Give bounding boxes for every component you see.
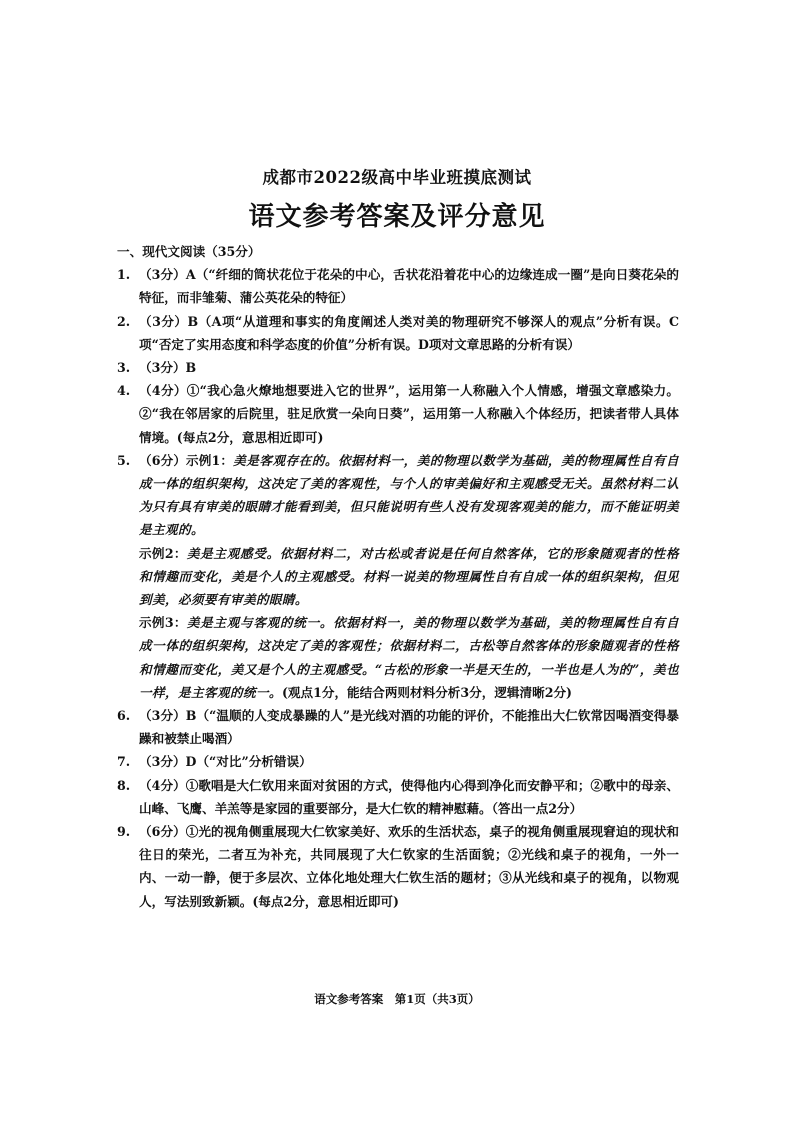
example-2 xyxy=(139,542,679,612)
example-text: 美是主观感受。依据材料二，对古松或者说是任何自然客体，它的形象随观者的性格和情趣而变化，美是个人的主观感受。材料一说美的物理属性自有自成一体的组织架构，但见到美，必须要有审美的眼睛。 xyxy=(139,545,679,608)
score-prefix: （6分） xyxy=(139,452,187,468)
answer-text: （6分）①光的视角侧重展现大仁钦家美好、欢乐的生活状态，桌子的视角侧重展现窘迫的现状和往日的荣光，二者互为补充，共同展现了大仁钦家的生活面貌；②光线和桌子的视角，一外一内、一动一静，便于多层次、立体化地处理大仁钦生活的题材；③从光线和桌子的视角，以物观人，写法别致新颖。(每点2分，意思相近即可) xyxy=(139,824,679,909)
question-number: 3. xyxy=(117,360,131,376)
answer-item-3 xyxy=(117,356,679,379)
answer-text: （4分）①“我心急火燎地想要进入它的世界”，运用第一人称融入个人情感，增强文章感染力。②“我在邻居家的后院里，驻足欣赏一朵向日葵”，运用第一人称融入个体经历，把读者带人具体情境。(每点2分，意思相近即可) xyxy=(139,383,679,445)
answer-item-2 xyxy=(117,310,679,356)
scoring-note: (观点1分，能结合两则材料分析3分，逻辑清晰2分) xyxy=(281,684,573,700)
question-number: 2. xyxy=(117,313,131,329)
question-number: 6. xyxy=(117,708,131,724)
page-footer: 语文参考答案 第1页（共3页） xyxy=(314,992,480,1006)
answer-item-8 xyxy=(117,774,679,820)
answer-text: （3分）A（“纤细的筒状花位于花朵的中心，舌状花沿着花中心的边缘连成一圈”是向日葵花朵的特征，而非雏菊、蒲公英花朵的特征） xyxy=(139,267,679,306)
answer-text: （3分）B xyxy=(139,360,197,376)
answer-body xyxy=(117,240,679,913)
exam-title: 成都市2022级高中毕业班摸底测试 xyxy=(262,168,532,187)
answer-text: （3分）D（“对比”分析错误） xyxy=(139,754,312,770)
answer-item-6 xyxy=(117,704,679,750)
example-label: 示例3： xyxy=(139,615,187,631)
example-3 xyxy=(139,611,679,704)
example-label: 示例2： xyxy=(139,545,187,561)
answer-item-1 xyxy=(117,263,679,309)
question-number: 7. xyxy=(117,754,131,770)
example-1 xyxy=(139,449,679,542)
question-number: 4. xyxy=(117,383,131,399)
answer-text: （3分）B（A项“从道理和事实的角度阐述人类对美的物理研究不够深人的观点”分析有误。C项“否定了实用态度和科学态度的价值”分析有误。D项对文章思路的分析有误） xyxy=(139,313,679,352)
section-heading: 一、现代文阅读（35分） xyxy=(117,244,261,259)
answer-text: （4分）①歌唱是大仁钦用来面对贫困的方式，使得他内心得到净化而安静平和；②歌中的母亲、山峰、飞鹰、羊羔等是家园的重要部分，是大仁钦的精神慰藉。（答出一点2分） xyxy=(139,777,679,816)
example-text: 美是客观存在的。依据材料一，美的物理以数学为基础，美的物理属性自有自成一体的组织架构，这决定了美的客观性，与个人的审美偏好和主观感受无关。虽然材料二认为只有具有审美的眼睛才能看到美，但只能说明有些人没有发现客观美的能力，而不能证明美是主观的。 xyxy=(139,452,679,538)
answer-item-5 xyxy=(117,449,679,704)
answer-item-7 xyxy=(117,750,679,773)
question-number: 5. xyxy=(117,452,131,468)
question-number: 9. xyxy=(117,824,131,840)
answer-text: （3分）B（“温顺的人变成暴躁的人”是光线对酒的功能的评价，不能推出大仁钦常因喝酒变得暴躁和被禁止喝酒） xyxy=(139,708,679,747)
question-number: 8. xyxy=(117,777,131,793)
document-title: 语文参考答案及评分意见 xyxy=(248,202,546,232)
question-number: 1. xyxy=(117,267,131,283)
example-label: 示例1： xyxy=(186,452,234,468)
example-text: 美是主观与客观的统一。依据材料一，美的物理以数学为基础，美的物理属性自有自成一体的组织架构，这决定了美的客观性；依据材料二，古松等自然客体的形象随观者的性格和情趣而变化，美又是个人的主观感受。“古松的形象一半是天生的，一半也是人为的”，美也一样，是主客观的统一。 xyxy=(139,615,679,700)
answer-item-9 xyxy=(117,820,679,913)
answer-item-4 xyxy=(117,379,679,449)
